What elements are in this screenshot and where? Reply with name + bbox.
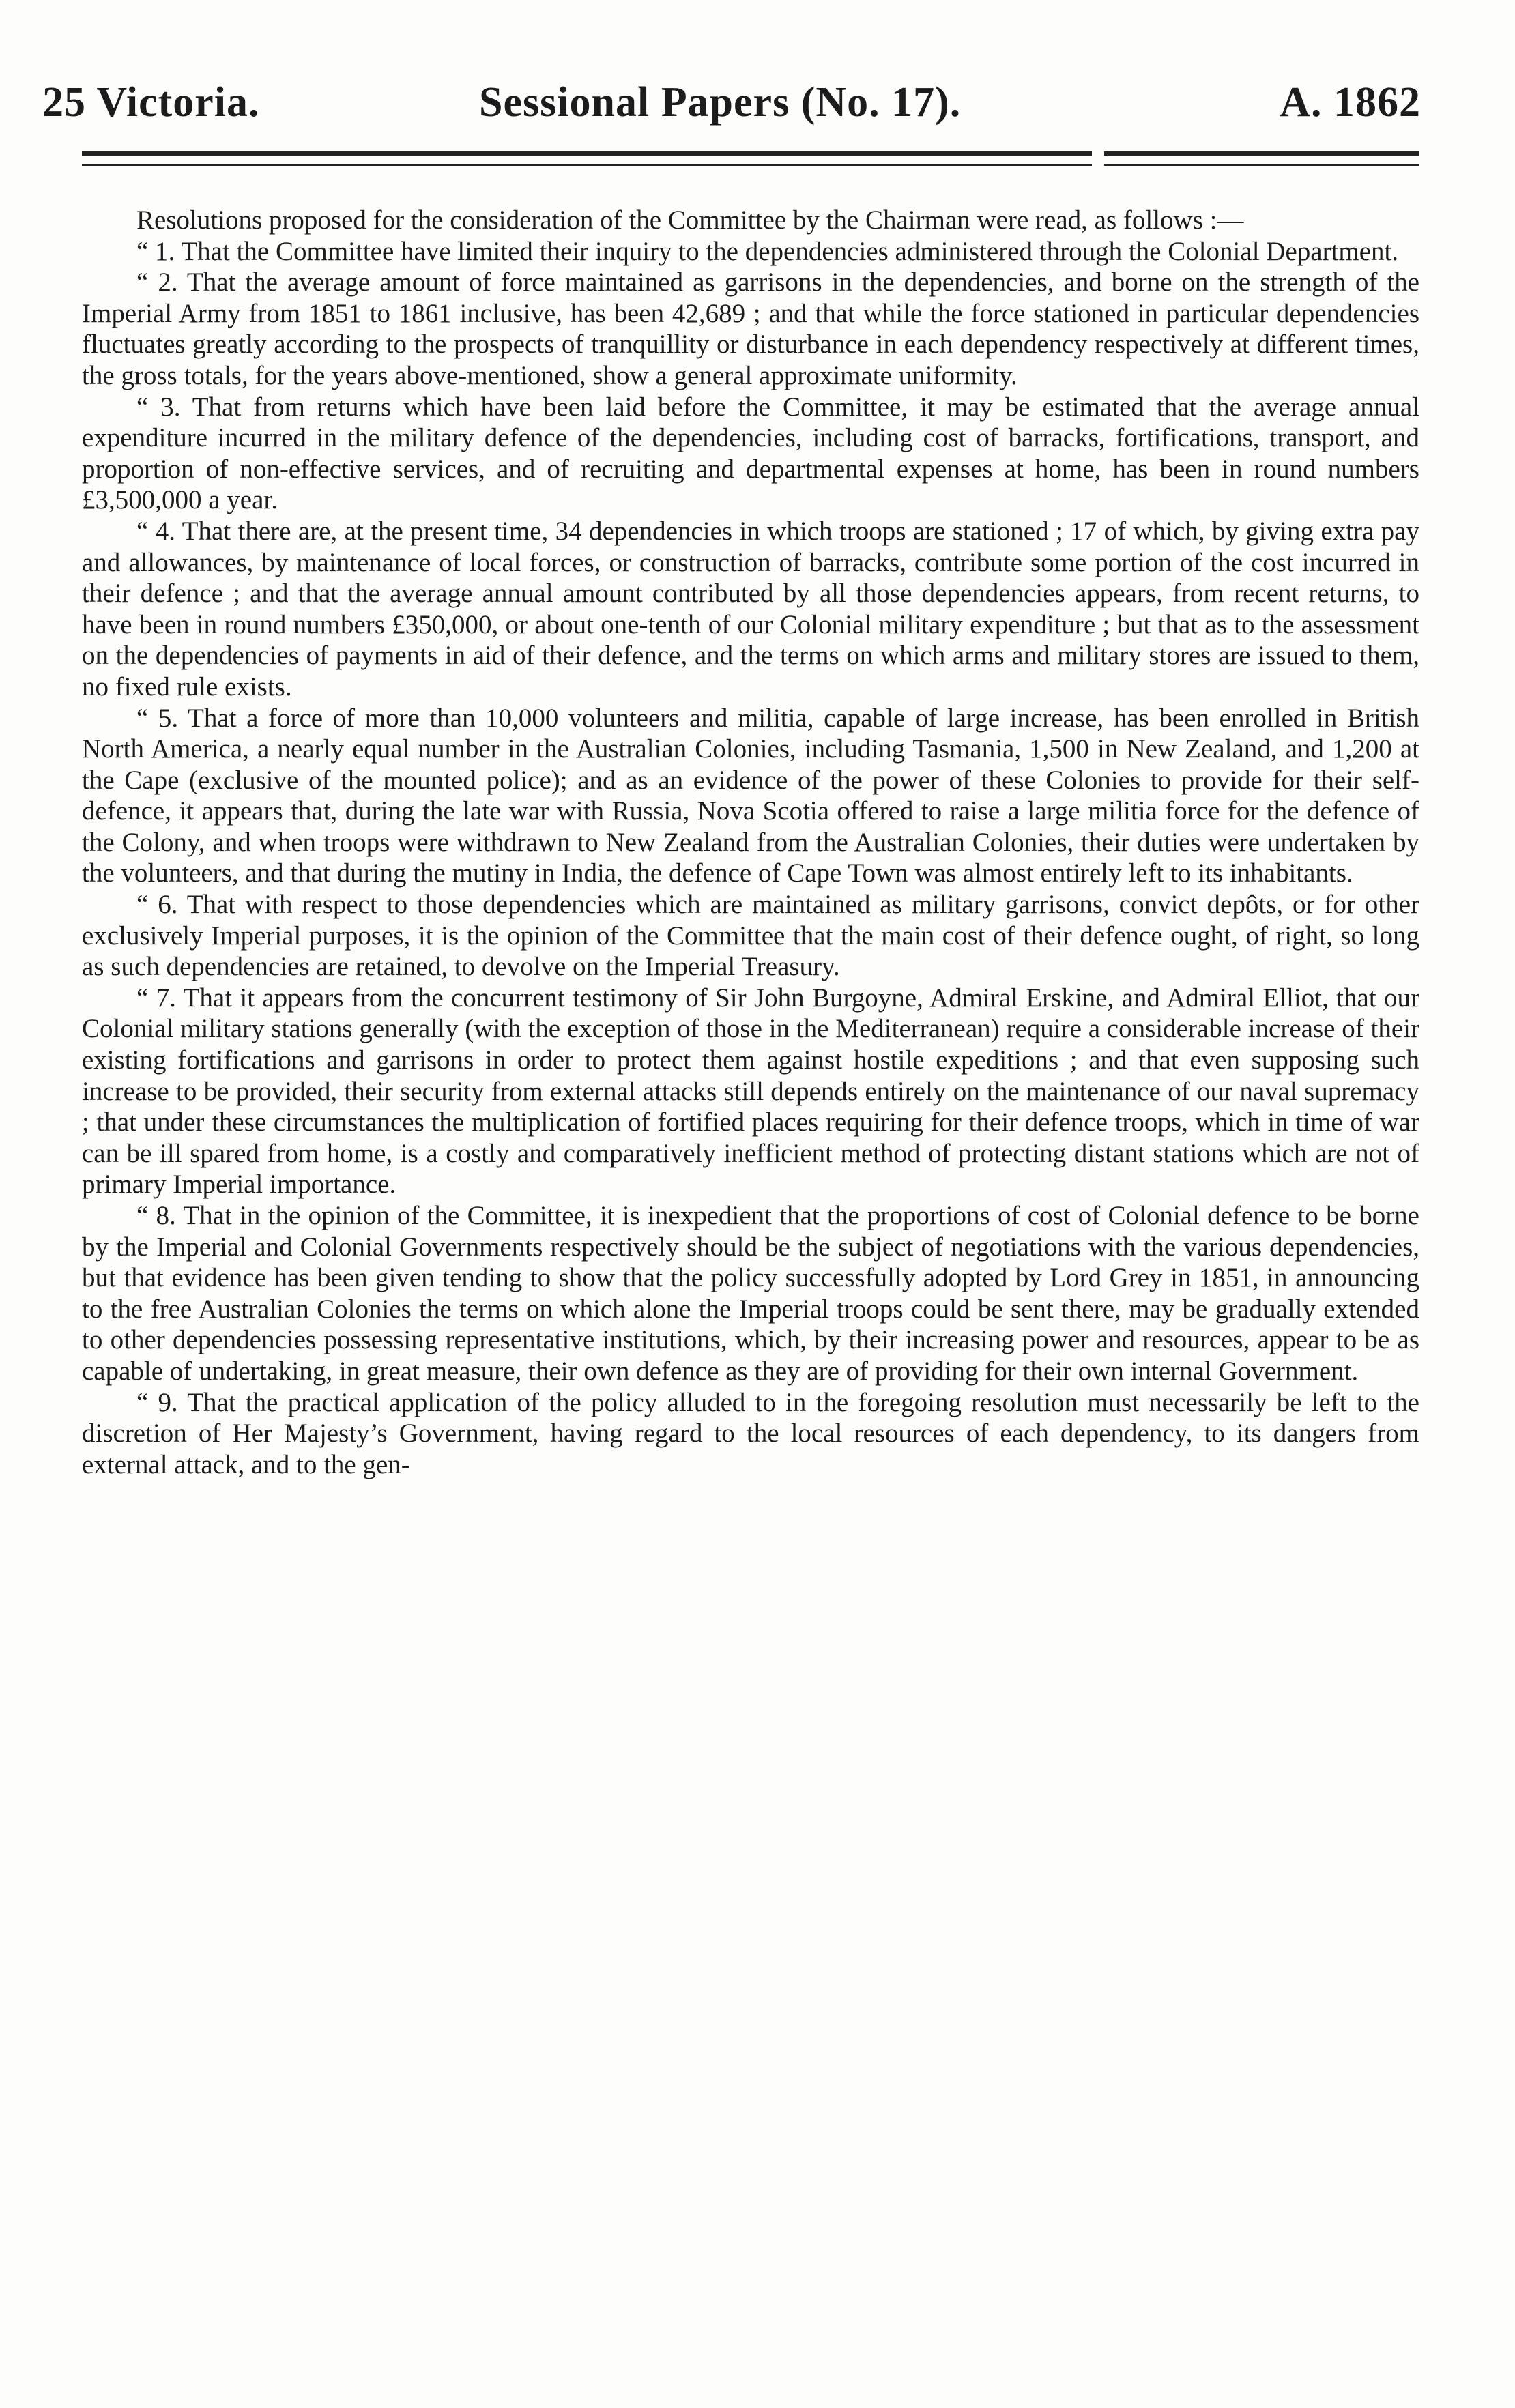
header-rule-break <box>1092 146 1104 169</box>
document-body <box>82 205 1419 1480</box>
resolution-2: “ 2. That the average amount of force maintained as garrisons in the dependencies, and borne on the strength of the Imperial Army from 1851 to 1861 inclusive, has been 42,689 ; and that while the force stationed in particular dependencies fluctuates greatly according to the prospects of tranquillity or disturbance in each dependency respectively at different times, the gross totals, for the years above-mentioned, show a general approximate uniformity. <box>82 267 1419 390</box>
session-year: 25 Victoria. <box>42 79 260 126</box>
resolution-1: “ 1. That the Committee have limited their inquiry to the dependencies administered through the Colonial Department. <box>136 236 1399 266</box>
resolution-6: “ 6. That with respect to those dependencies which are maintained as military garrisons, convict depôts, or for other exclusively Imperial purposes, it is the opinion of the Committee that the main cost of their defence ought, of right, so long as such dependencies are retained, to devolve on the Imperial Treasury. <box>82 890 1419 982</box>
resolution-9: “ 9. That the practical application of the policy alluded to in the foregoing resolution must necessarily be left to the discretion of Her Majesty’s Government, having regard to the local resources of each dependency, to its dangers from external attack, and to the gen- <box>82 1387 1419 1479</box>
header-rule-thin <box>82 164 1419 166</box>
resolution-5: “ 5. That a force of more than 10,000 volunteers and militia, capable of large increase, has been enrolled in British North America, a nearly equal number in the Australian Colonies, including Tasmania, 1,500 in New Zealand, and 1,200 at the Cape (exclusive of the mounted police); and as an evidence of the power of these Colonies to provide for their self-defence, it appears that, during the late war with Russia, Nova Scotia offered to raise a large militia force for the defence of the Colony, and when troops were withdrawn to New Zealand from the Australian Colonies, their duties were undertaken by the volunteers, and that during the mutiny in India, the defence of Cape Town was almost entirely left to its inhabitants. <box>82 703 1419 888</box>
page-header <box>42 75 1421 136</box>
header-rule-thick <box>82 151 1419 156</box>
resolution-4: “ 4. That there are, at the present time, 34 dependencies in which troops are stationed ; 17 of which, by giving extra pay and allowances, by maintenance of local forces, or construction of barracks, contribute some portion of the cost incurred in their defence ; and that the average annual amount contributed by all those dependencies appears, from recent returns, to have been in round numbers £350,000, or about one-tenth of our Colonial military expenditure ; but that as to the assessment on the dependencies of payments in aid of their defence, and the terms on which arms and military stores are issued to them, no fixed rule exists. <box>82 516 1419 701</box>
document-year: A. 1862 <box>1280 79 1421 126</box>
resolution-7: “ 7. That it appears from the concurrent testimony of Sir John Burgoyne, Admiral Erskine, and Admiral Elliot, that our Colonial military stations generally (with the exception of those in the Mediterranean) require a considerable increase of their existing fortifications and garrisons in order to protect them against hostile expeditions ; and that even supposing such increase to be provided, their security from external attacks still depends entirely on the maintenance of our naval supremacy ; that under these circumstances the multiplication of fortified places requiring for their defence troops, which in time of war can be ill spared from home, is a costly and comparatively inefficient method of protecting distant stations which are not of primary Imperial importance. <box>82 983 1419 1200</box>
intro-paragraph: Resolutions proposed for the consideration of the Committee by the Chairman were read, as follows :— <box>136 205 1244 235</box>
document-title: Sessional Papers (No. 17). <box>479 79 962 126</box>
resolution-8: “ 8. That in the opinion of the Committee, it is inexpedient that the proportions of cost of Colonial defence to be borne by the Imperial and Colonial Governments respectively should be the subject of negotiations with the various dependencies, but that evidence has been given tending to show that the policy successfully adopted by Lord Grey in 1851, in announcing to the free Australian Colonies the terms on which alone the Imperial troops could be sent there, may be gradually extended to other dependencies possessing representative institutions, which, by their increasing power and resources, appear to be as capable of undertaking, in great measure, their own defence as they are of providing for their own internal Government. <box>82 1201 1419 1386</box>
resolution-3: “ 3. That from returns which have been laid before the Committee, it may be estimated that the average annual expenditure incurred in the military defence of the dependencies, including cost of barracks, fortifications, transport, and proportion of non-effective services, and of recruiting and departmental expenses at home, has been in round numbers £3,500,000 a year. <box>82 392 1419 515</box>
